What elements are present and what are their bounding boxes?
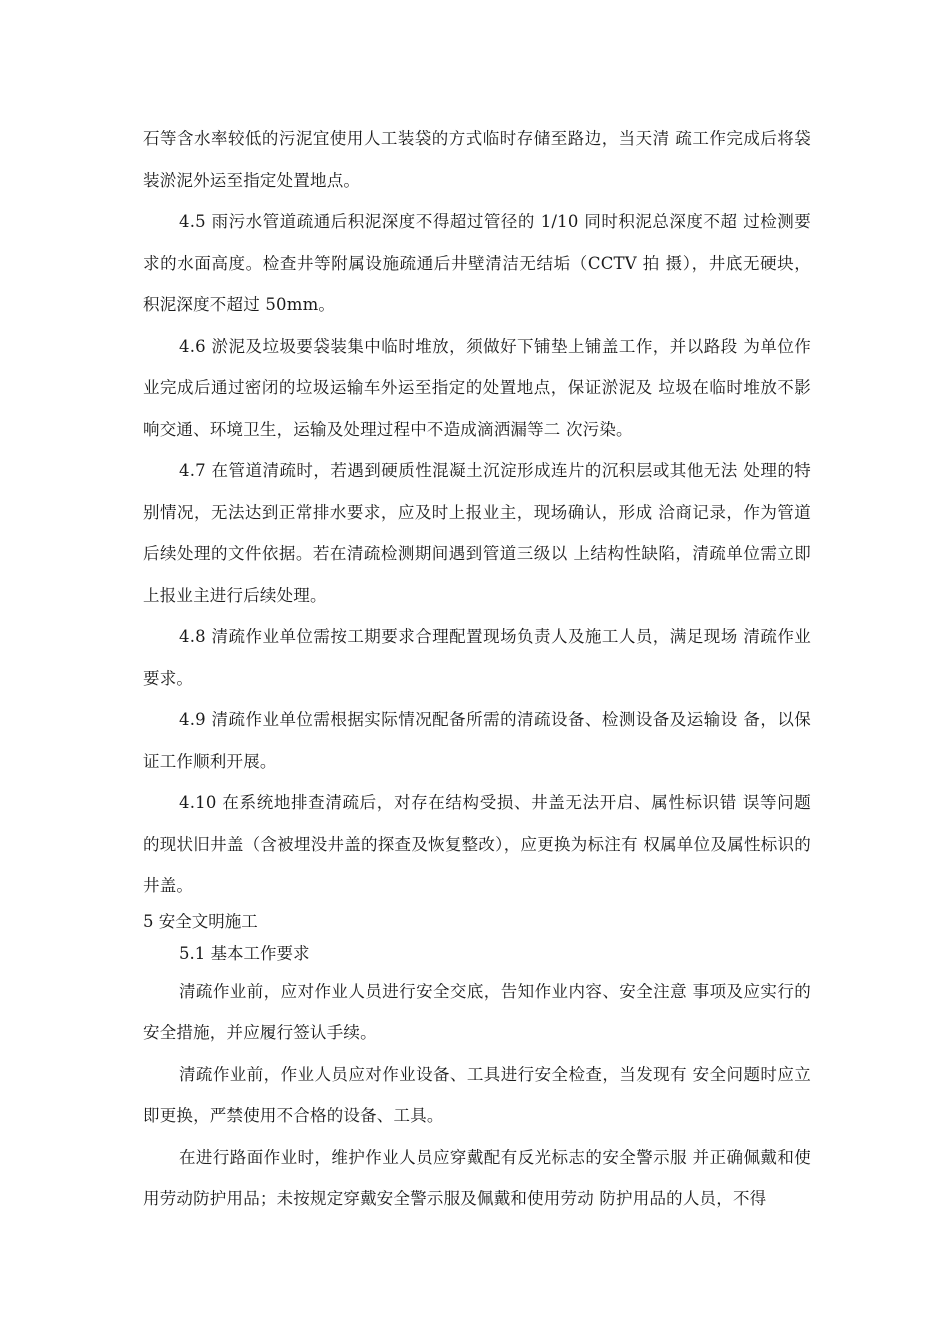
paragraph-sludge-storage: 石等含水率较低的污泥宜使用人工装袋的方式临时存储至路边，当天清 疏工作完成后将袋装淤泥外运至指定处置地点。 [143, 129, 811, 190]
paragraph-safety-briefing: 清疏作业前，应对作业人员进行安全交底，告知作业内容、安全注意 事项及应实行的安全措施，并应履行签认手续。 [143, 981, 811, 1042]
paragraph-4-7: 4.7 在管道清疏时，若遇到硬质性混凝土沉淀形成连片的沉积层或其他无法 处理的特别情况，无法达到正常排水要求，应及时上报业主，现场确认，形成 洽商记录，作为管道后续处理的文件依据。若在清疏检测期间遇到管道三级以 上结构性缺陷，清疏单位需立即上报业主进行后续处理。 [143, 461, 811, 605]
paragraph-equipment-check: 清疏作业前，作业人员应对作业设备、工具进行安全检查，当发现有 安全问题时应立即更换，严禁使用不合格的设备、工具。 [143, 1064, 811, 1125]
paragraph-4-9: 4.9 清疏作业单位需根据实际情况配备所需的清疏设备、检测设备及运输设 备，以保证工作顺利开展。 [143, 710, 811, 771]
subsection-heading: 5.1 基本工作要求 [179, 943, 310, 963]
paragraph-4-10: 4.10 在系统地排查清疏后，对存在结构受损、井盖无法开启、属性标识错 误等问题的现状旧井盖（含被埋没井盖的探查及恢复整改），应更换为标注有 权属单位及属性标识的井盖。 [143, 793, 811, 895]
paragraph-4-5: 4.5 雨污水管道疏通后积泥深度不得超过管径的 1/10 同时积泥总深度不超 过检测要求的水面高度。检查井等附属设施疏通后井壁清洁无结垢（CCTV 拍 摄），井底无硬块，积泥深度不超过 50mm。 [143, 212, 811, 314]
section-heading: 5 安全文明施工 [143, 911, 258, 931]
document-page [143, 0, 811, 1220]
paragraph-4-8: 4.8 清疏作业单位需按工期要求合理配置现场负责人及施工人员，满足现场 清疏作业要求。 [143, 627, 811, 688]
paragraph-4-6: 4.6 淤泥及垃圾要袋装集中临时堆放，须做好下铺垫上铺盖工作，并以路段 为单位作业完成后通过密闭的垃圾运输车外运至指定的处置地点，保证淤泥及 垃圾在临时堆放不影响交通、环境卫生，运输及处理过程中不造成滴洒漏等二 次污染。 [143, 336, 811, 439]
paragraph-road-work: 在进行路面作业时，维护作业人员应穿戴配有反光标志的安全警示服 并正确佩戴和使用劳动防护用品；未按规定穿戴安全警示服及佩戴和使用劳动 防护用品的人员，不得 [143, 1147, 811, 1208]
